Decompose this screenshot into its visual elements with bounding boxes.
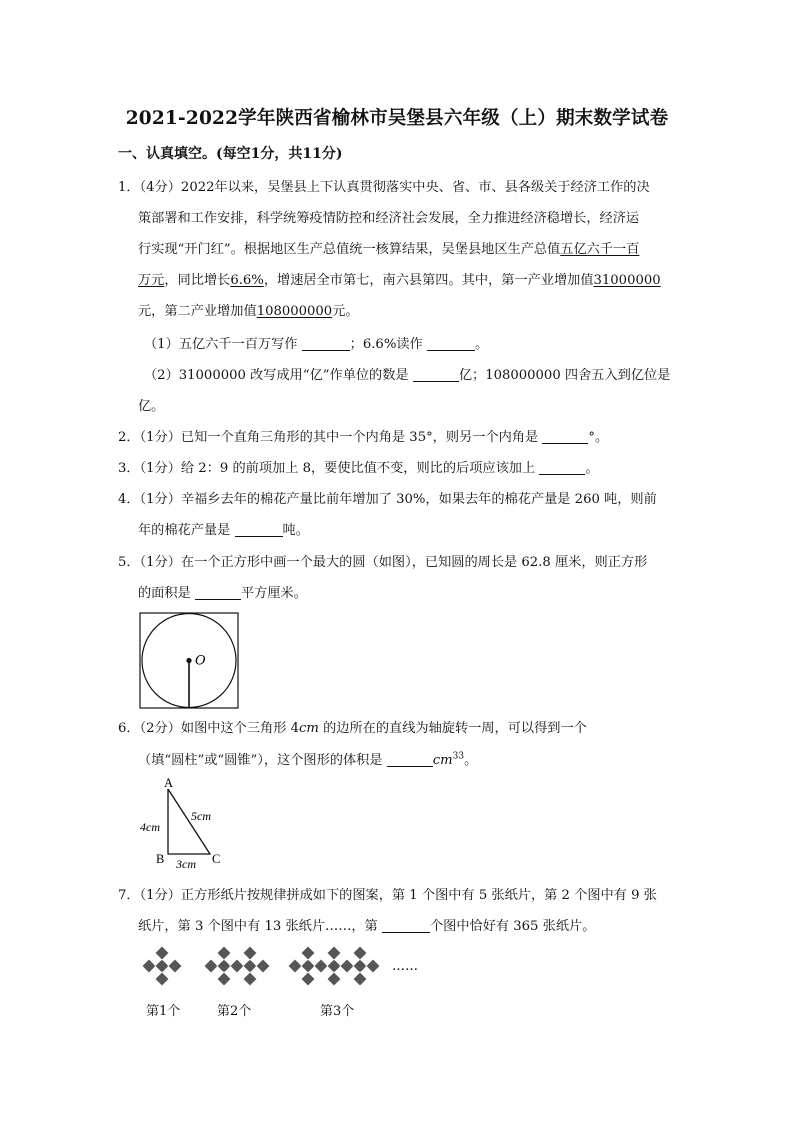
- answer-blank[interactable]: [235, 522, 283, 537]
- side-ac-label: 5cm: [191, 809, 211, 823]
- paper-tile: [327, 959, 341, 973]
- vertex-a-label: A: [164, 776, 174, 790]
- q6-line-2: （填“圆柱”或“圆锥”），这个图形的体积是 $cm^{33}$。: [138, 751, 478, 768]
- paper-tile: [217, 946, 231, 960]
- paper-tile: [327, 972, 341, 986]
- vertex-b-label: B: [156, 852, 165, 866]
- q1-secondary-value: 108000000: [256, 304, 333, 319]
- section-heading: 一、认真填空。(每空1分，共11分): [118, 146, 343, 162]
- q2-line: 2．（1分）已知一个直角三角形的其中一个内角是 35°，则另一个内角是 °。: [118, 430, 609, 445]
- paper-tile: [243, 946, 257, 960]
- paper-tile: [204, 959, 218, 973]
- q1-sub-2: （2）31000000 改写成用“亿”作单位的数是 亿；108000000 四舍五入到亿位是: [144, 368, 671, 383]
- q1-growth-rate: 6.6%: [230, 273, 264, 288]
- center-label: O: [195, 653, 206, 669]
- paper-tile: [155, 946, 169, 960]
- paper-tile: [243, 972, 257, 986]
- paper-tile: [340, 959, 354, 973]
- paper-tile: [142, 959, 156, 973]
- answer-blank[interactable]: [413, 367, 459, 382]
- paper-tile: [288, 959, 302, 973]
- pattern-ellipsis: ……: [392, 959, 418, 974]
- paper-tile: [353, 946, 367, 960]
- caption-2: 第2个: [217, 1004, 252, 1019]
- triangle-figure: [138, 775, 230, 871]
- q1-line-2: 策部署和工作安排，科学统筹疫情防控和经济社会发展，全力推进经济稳增长，经济运: [138, 211, 640, 226]
- q7-line-1: 7．（1分）正方形纸片按规律拼成如下的图案，第 1 个图中有 5 张纸片，第 2 个图中有 9 张: [118, 888, 657, 903]
- q1-gdp-value: 五亿六千一百: [560, 242, 640, 257]
- side-ab-label: 4cm: [140, 820, 160, 834]
- q1-sub-2-end: 亿。: [138, 399, 165, 414]
- paper-tile: [217, 972, 231, 986]
- tile-pattern-figure: [136, 940, 436, 996]
- paper-tile: [155, 959, 169, 973]
- paper-tile: [256, 959, 270, 973]
- paper-tile: [301, 972, 315, 986]
- q5-line-2: 的面积是 平方厘米。: [138, 586, 307, 601]
- side-bc-label: 3cm: [176, 857, 196, 871]
- answer-blank[interactable]: [387, 752, 433, 767]
- answer-blank[interactable]: [539, 460, 585, 475]
- paper-tile: [327, 946, 341, 960]
- q4-line-1: 4．（1分）辛福乡去年的棉花产量比前年增加了 30%，如果去年的棉花产量是 260 吨，则前: [118, 492, 657, 507]
- q6-line-1: 6．（2分）如图中这个三角形 4cm 的边所在的直线为轴旋转一周，可以得到一个: [118, 721, 587, 736]
- q3-line: 3．（1分）给 2：9 的前项加上 8，要使比值不变，则比的后项应该加上 。: [118, 461, 599, 476]
- q7-line-2: 纸片，第 3 个图中有 13 张纸片……，第 个图中恰好有 365 张纸片。: [138, 919, 596, 934]
- caption-1: 第1个: [146, 1004, 181, 1019]
- answer-blank[interactable]: [195, 585, 241, 600]
- paper-tile: [353, 959, 367, 973]
- paper-tile: [155, 972, 169, 986]
- q1-sub-1: （1）五亿六千一百万写作 ；6.6%读作 。: [144, 337, 489, 352]
- paper-tile: [230, 959, 244, 973]
- answer-blank[interactable]: [427, 336, 475, 351]
- q1-line-4: 万元，同比增长6.6%，增速居全市第七，南六县第四。其中，第一产业增加值31000000: [138, 273, 661, 288]
- answer-blank[interactable]: [542, 429, 588, 444]
- paper-tile: [168, 959, 182, 973]
- paper-tile: [301, 959, 315, 973]
- paper-tile: [366, 959, 380, 973]
- q1-line-3: 行实现“开门红”。根据地区生产总值统一核算结果，吴堡县地区生产总值五亿六千一百: [138, 242, 640, 257]
- answer-blank[interactable]: [302, 336, 350, 351]
- paper-tile: [243, 959, 257, 973]
- q1-line-1: 1．（4分）2022年以来，吴堡县上下认真贯彻落实中央、省、市、县各级关于经济工作的决: [118, 180, 650, 195]
- center-point: [186, 658, 191, 663]
- q4-line-2: 年的棉花产量是 吨。: [138, 523, 309, 538]
- paper-tile: [353, 972, 367, 986]
- answer-blank[interactable]: [382, 918, 430, 933]
- q1-primary-value: 31000000: [593, 273, 661, 288]
- paper-tile: [217, 959, 231, 973]
- vertex-c-label: C: [212, 852, 221, 866]
- paper-tile: [301, 946, 315, 960]
- q5-line-1: 5．（1分）在一个正方形中画一个最大的圆（如图），已知圆的周长是 62.8 厘米，则正方形: [118, 555, 648, 570]
- square-circle-figure: [139, 612, 241, 710]
- q1-line-5: 元，第二产业增加值108000000元。: [138, 304, 359, 319]
- page-title: 2021-2022学年陕西省榆林市吴堡县六年级（上）期末数学试卷: [125, 108, 669, 129]
- paper-tile: [314, 959, 328, 973]
- caption-3: 第3个: [320, 1004, 355, 1019]
